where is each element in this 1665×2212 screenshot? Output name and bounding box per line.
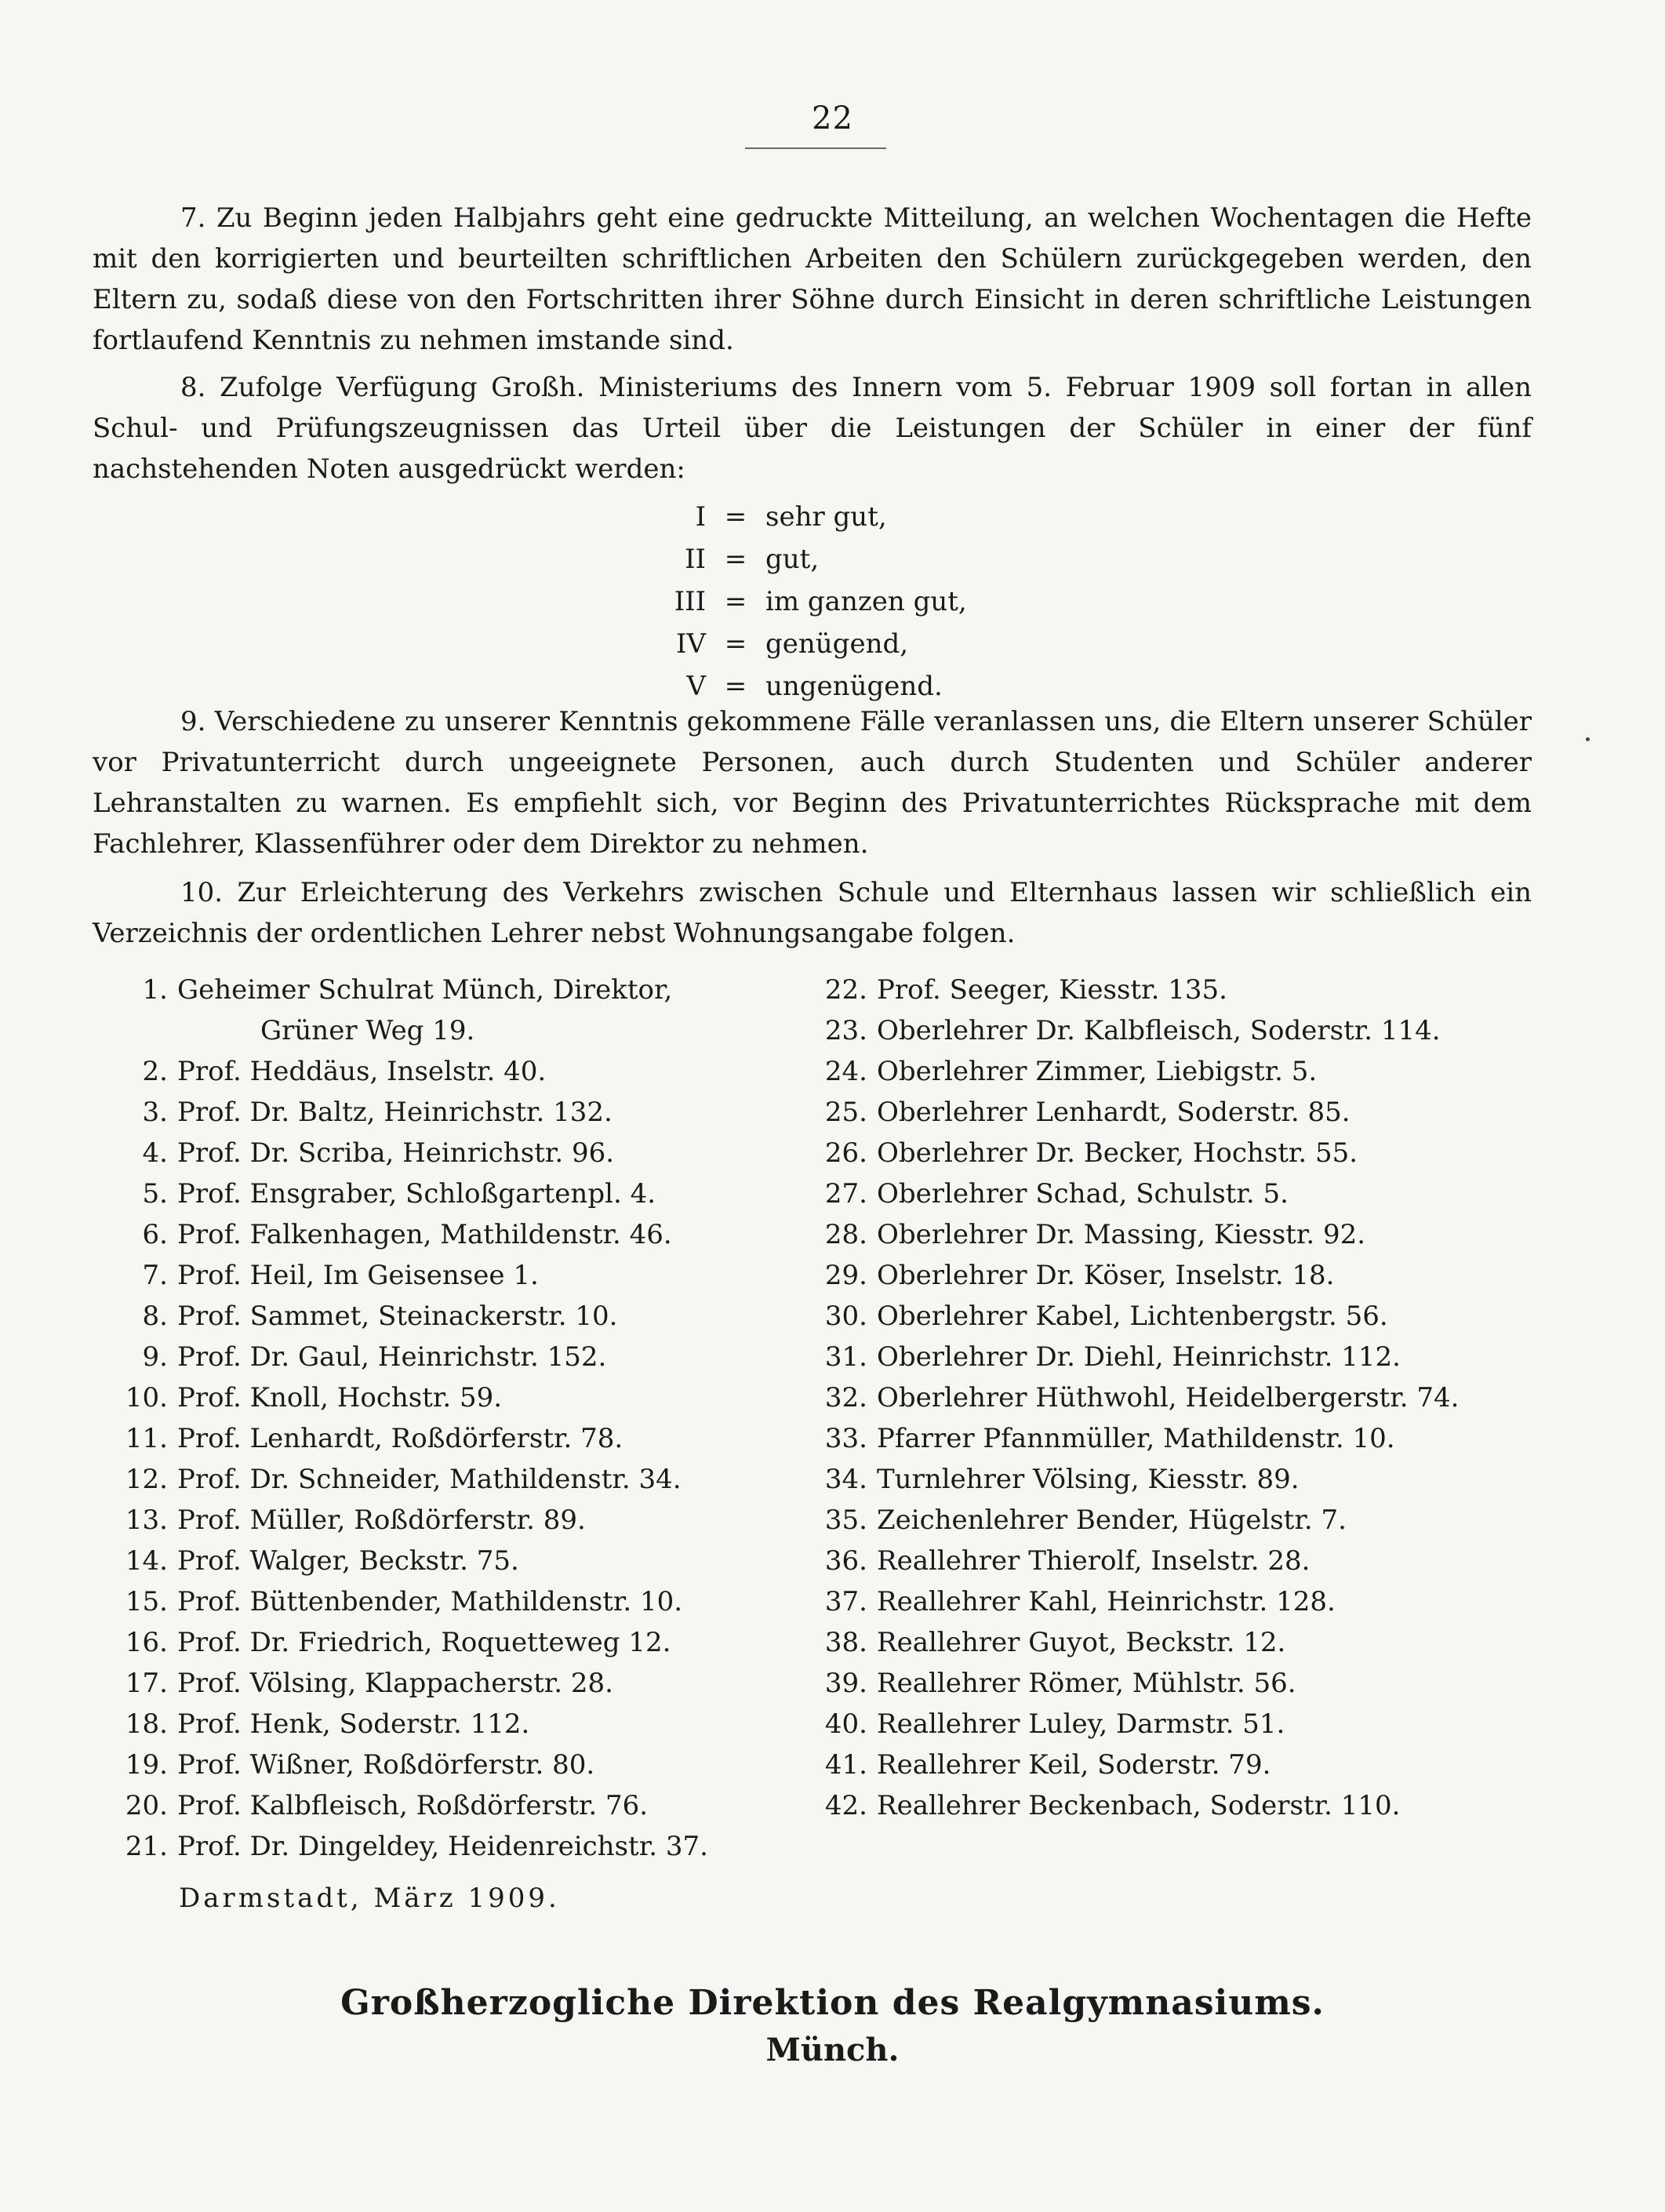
teacher-number: 25.: [824, 1097, 867, 1128]
teacher-number: 8.: [142, 1301, 168, 1332]
paragraph-9: [93, 701, 1532, 864]
teacher-entry: [93, 1214, 708, 1255]
teacher-entry: [792, 1581, 1459, 1622]
teacher-name-address: Prof. Dr. Baltz, Heinrichstr. 132.: [177, 1097, 613, 1128]
teacher-name-address: Oberlehrer Lenhardt, Soderstr. 85.: [877, 1097, 1351, 1128]
teacher-number: 20.: [125, 1790, 168, 1821]
teacher-name-address: Zeichenlehrer Bender, Hügelstr. 7.: [877, 1504, 1347, 1536]
paragraph-10: [93, 872, 1532, 954]
teacher-entry: [93, 1704, 708, 1744]
teacher-name-address: Oberlehrer Zimmer, Liebigstr. 5.: [877, 1056, 1318, 1087]
teacher-entry: [792, 1296, 1459, 1337]
grade-numeral: V: [686, 671, 706, 702]
teacher-number: 32.: [824, 1382, 867, 1413]
teacher-entry: [792, 1459, 1459, 1500]
teacher-number: 16.: [125, 1627, 168, 1658]
grade-numeral: I: [695, 501, 706, 533]
teacher-number: 35.: [824, 1504, 867, 1536]
teacher-name-address: Prof. Heil, Im Geisensee 1.: [177, 1260, 539, 1291]
teacher-entry: [792, 1214, 1459, 1255]
teacher-number: 6.: [142, 1219, 168, 1250]
teacher-number: 33.: [824, 1423, 867, 1454]
teacher-entry: [792, 1744, 1459, 1785]
teacher-number: 17.: [125, 1668, 168, 1699]
teacher-name-address: Reallehrer Luley, Darmstr. 51.: [877, 1708, 1285, 1740]
teacher-name-address: Reallehrer Guyot, Beckstr. 12.: [877, 1627, 1286, 1658]
teacher-name-address: Prof. Wißner, Roßdörferstr. 80.: [177, 1749, 595, 1781]
teacher-entry: [792, 1173, 1459, 1214]
teacher-number: 2.: [142, 1056, 168, 1087]
teacher-address-continued: Grüner Weg 19.: [260, 1015, 475, 1046]
teacher-number: 1.: [142, 974, 168, 1006]
teacher-number: 31.: [824, 1341, 867, 1373]
grade-numeral: IV: [676, 628, 706, 660]
teacher-number: 7.: [142, 1260, 168, 1291]
teacher-number: 19.: [125, 1749, 168, 1781]
grade-equals: =: [724, 544, 747, 575]
teacher-name-address: Oberlehrer Dr. Becker, Hochstr. 55.: [877, 1137, 1358, 1169]
teacher-entry: [93, 1173, 708, 1214]
teacher-number: 41.: [824, 1749, 867, 1781]
grade-label: genügend,: [765, 628, 909, 660]
teacher-number: 29.: [824, 1260, 867, 1291]
teacher-entry: [792, 1785, 1459, 1826]
teacher-name-address: Prof. Büttenbender, Mathildenstr. 10.: [177, 1586, 683, 1617]
teacher-entry: [93, 1133, 708, 1173]
teacher-list-right: [792, 970, 1459, 1826]
teacher-entry: [792, 1377, 1459, 1418]
teacher-number: 24.: [824, 1056, 867, 1087]
paragraph-number: 10.: [180, 877, 224, 908]
teacher-number: 27.: [824, 1178, 867, 1210]
teacher-entry: [93, 1051, 708, 1092]
teacher-entry: [93, 1459, 708, 1500]
teacher-entry: [93, 1500, 708, 1541]
teacher-number: 28.: [824, 1219, 867, 1250]
grade-numeral: II: [685, 544, 706, 575]
teacher-name-address: Prof. Seeger, Kiesstr. 135.: [877, 974, 1227, 1006]
teacher-name-address: Prof. Dr. Scriba, Heinrichstr. 96.: [177, 1137, 615, 1169]
teacher-name-address: Prof. Müller, Roßdörferstr. 89.: [177, 1504, 586, 1536]
teacher-entry: [792, 1337, 1459, 1377]
grade-label: sehr gut,: [765, 501, 887, 533]
teacher-number: 37.: [824, 1586, 867, 1617]
grade-row: [627, 623, 967, 665]
teacher-name-address: Prof. Henk, Soderstr. 112.: [177, 1708, 530, 1740]
teacher-entry: [93, 1826, 708, 1867]
teacher-number: 34.: [824, 1464, 867, 1495]
teacher-entry: [93, 1785, 708, 1826]
paragraph-text: Zur Erleichterung des Verkehrs zwischen Schule und Elternhaus lassen wir schließlich ein Verzeichnis der ordentlichen Lehrer nebst Wohnungsangabe folgen.: [93, 877, 1532, 949]
grade-numeral: III: [674, 586, 706, 617]
teacher-entry: [792, 1663, 1459, 1704]
paragraph-number: 8.: [180, 372, 206, 403]
grade-row: [627, 580, 967, 623]
teacher-entry: [93, 1296, 708, 1337]
grade-equals: =: [724, 628, 747, 660]
teacher-number: 9.: [142, 1341, 168, 1373]
teacher-entry: [792, 1051, 1459, 1092]
teacher-name-address: Reallehrer Römer, Mühlstr. 56.: [877, 1668, 1296, 1699]
teacher-number: 14.: [125, 1545, 168, 1577]
teacher-number: 15.: [125, 1586, 168, 1617]
teacher-name-address: Prof. Knoll, Hochstr. 59.: [177, 1382, 503, 1413]
teacher-number: 30.: [824, 1301, 867, 1332]
grade-equals: =: [724, 671, 747, 702]
teacher-name-address: Turnlehrer Völsing, Kiesstr. 89.: [877, 1464, 1300, 1495]
paragraph-text: Zufolge Verfügung Großh. Ministeriums des Innern vom 5. Februar 1909 soll fortan in allen Schul- und Prüfungszeugnissen das Urteil über die Leistungen der Schüler in einer der fünf nachstehenden Noten ausgedrückt werden:: [93, 372, 1532, 485]
teacher-number: 11.: [125, 1423, 168, 1454]
teacher-entry: [792, 1010, 1459, 1051]
teacher-entry: [792, 1418, 1459, 1459]
teacher-entry: [792, 1704, 1459, 1744]
teacher-entry: [93, 970, 708, 1010]
paragraph-text: Verschiedene zu unserer Kenntnis gekommene Fälle veranlassen uns, die Eltern unserer Schüler vor Privatunterricht durch ungeeignete Personen, auch durch Studenten und Schüler anderer Lehranstalten zu warnen. Es empfiehlt sich, vor Beginn des Privatunterrichtes Rücksprache mit dem Fachlehrer, Klassenführer oder dem Direktor zu nehmen.: [93, 706, 1532, 860]
grade-row: [627, 538, 967, 580]
teacher-number: 21.: [125, 1831, 168, 1862]
teacher-name-address: Prof. Lenhardt, Roßdörferstr. 78.: [177, 1423, 623, 1454]
teacher-name-address: Oberlehrer Dr. Diehl, Heinrichstr. 112.: [877, 1341, 1401, 1373]
teacher-name-address: Oberlehrer Hüthwohl, Heidelbergerstr. 74.: [877, 1382, 1460, 1413]
grade-equals: =: [724, 586, 747, 617]
teacher-name-address: Prof. Dr. Schneider, Mathildenstr. 34.: [177, 1464, 682, 1495]
grade-label: gut,: [765, 544, 820, 575]
teacher-name-address: Prof. Kalbfleisch, Roßdörferstr. 76.: [177, 1790, 649, 1821]
teacher-number: 38.: [824, 1627, 867, 1658]
teacher-entry: [93, 1255, 708, 1296]
teacher-number: 26.: [824, 1137, 867, 1169]
teacher-entry: [93, 1663, 708, 1704]
teacher-name-address: Pfarrer Pfannmüller, Mathildenstr. 10.: [877, 1423, 1395, 1454]
teacher-number: 40.: [824, 1708, 867, 1740]
teacher-entry: [93, 1581, 708, 1622]
teacher-name-address: Prof. Dr. Gaul, Heinrichstr. 152.: [177, 1341, 607, 1373]
teacher-entry: [93, 1337, 708, 1377]
teacher-entry: [93, 1377, 708, 1418]
teacher-entry: [792, 1255, 1459, 1296]
teacher-name-address: Reallehrer Thierolf, Inselstr. 28.: [877, 1545, 1311, 1577]
teacher-name-address: Prof. Walger, Beckstr. 75.: [177, 1545, 519, 1577]
signature-name: Münch.: [765, 2032, 900, 2068]
teacher-name-address: Reallehrer Kahl, Heinrichstr. 128.: [877, 1586, 1336, 1617]
paragraph-number: 7.: [180, 202, 206, 234]
teacher-entry: [792, 1133, 1459, 1173]
teacher-name-address: Geheimer Schulrat Münch, Direktor,: [177, 974, 673, 1006]
teacher-number: 36.: [824, 1545, 867, 1577]
paragraph-8: [93, 367, 1532, 489]
teacher-name-address: Oberlehrer Dr. Köser, Inselstr. 18.: [877, 1260, 1335, 1291]
paragraph-text: Zu Beginn jeden Halbjahrs geht eine gedruckte Mitteilung, an welchen Wochentagen die Hefte mit den korrigierten und beurteilten schriftlichen Arbeiten den Schülern zurückgegeben werden, den Eltern zu, sodaß diese von den Fortschritten ihrer Söhne durch Einsicht in deren schriftliche Leistungen fortlaufend Kenntnis zu nehmen imstande sind.: [93, 202, 1532, 356]
grade-label: ungenügend.: [765, 671, 943, 702]
header-rule: [745, 147, 886, 149]
teacher-number: 5.: [142, 1178, 168, 1210]
paragraph-number: 9.: [180, 706, 206, 737]
teacher-name-address: Oberlehrer Dr. Massing, Kiesstr. 92.: [877, 1219, 1366, 1250]
teacher-number: 4.: [142, 1137, 168, 1169]
page-number: 22: [812, 100, 853, 136]
teacher-list-left: [93, 970, 708, 1867]
teacher-name-address: Prof. Dr. Dingeldey, Heidenreichstr. 37.: [177, 1831, 708, 1862]
teacher-number: 23.: [824, 1015, 867, 1046]
signature-institution: Großherzogliche Direktion des Realgymnasiums.: [340, 1983, 1325, 2023]
teacher-name-address: Prof. Völsing, Klappacherstr. 28.: [177, 1668, 613, 1699]
teacher-entry: [93, 1541, 708, 1581]
teacher-number: 18.: [125, 1708, 168, 1740]
teacher-number: 13.: [125, 1504, 168, 1536]
print-speck: [1586, 737, 1590, 741]
teacher-name-address: Prof. Ensgraber, Schloßgartenpl. 4.: [177, 1178, 656, 1210]
grade-equals: =: [724, 501, 747, 533]
teacher-entry: [792, 1541, 1459, 1581]
grade-scale: [627, 496, 967, 708]
teacher-name-address: Reallehrer Keil, Soderstr. 79.: [877, 1749, 1271, 1781]
teacher-entry: [792, 1622, 1459, 1663]
teacher-name-address: Prof. Falkenhagen, Mathildenstr. 46.: [177, 1219, 672, 1250]
grade-label: im ganzen gut,: [765, 586, 967, 617]
teacher-entry: [792, 970, 1459, 1010]
date-line: Darmstadt, März 1909.: [179, 1883, 560, 1914]
teacher-entry: [93, 1622, 708, 1663]
teacher-entry: [792, 1092, 1459, 1133]
teacher-entry: [93, 1744, 708, 1785]
grade-row: [627, 496, 967, 538]
teacher-name-address: Prof. Dr. Friedrich, Roquetteweg 12.: [177, 1627, 671, 1658]
teacher-number: 22.: [824, 974, 867, 1006]
teacher-number: 3.: [142, 1097, 168, 1128]
teacher-name-address: Prof. Heddäus, Inselstr. 40.: [177, 1056, 547, 1087]
teacher-number: 12.: [125, 1464, 168, 1495]
teacher-entry: [93, 1092, 708, 1133]
teacher-number: 10.: [125, 1382, 168, 1413]
teacher-name-address: Oberlehrer Schad, Schulstr. 5.: [877, 1178, 1289, 1210]
teacher-name-address: Oberlehrer Dr. Kalbfleisch, Soderstr. 114.: [877, 1015, 1441, 1046]
paragraph-7: [93, 198, 1532, 361]
teacher-name-address: Oberlehrer Kabel, Lichtenbergstr. 56.: [877, 1301, 1388, 1332]
teacher-number: 39.: [824, 1668, 867, 1699]
teacher-name-address: Reallehrer Beckenbach, Soderstr. 110.: [877, 1790, 1401, 1821]
teacher-name-address: Prof. Sammet, Steinackerstr. 10.: [177, 1301, 618, 1332]
teacher-entry: [792, 1500, 1459, 1541]
teacher-entry: [93, 1418, 708, 1459]
teacher-number: 42.: [824, 1790, 867, 1821]
